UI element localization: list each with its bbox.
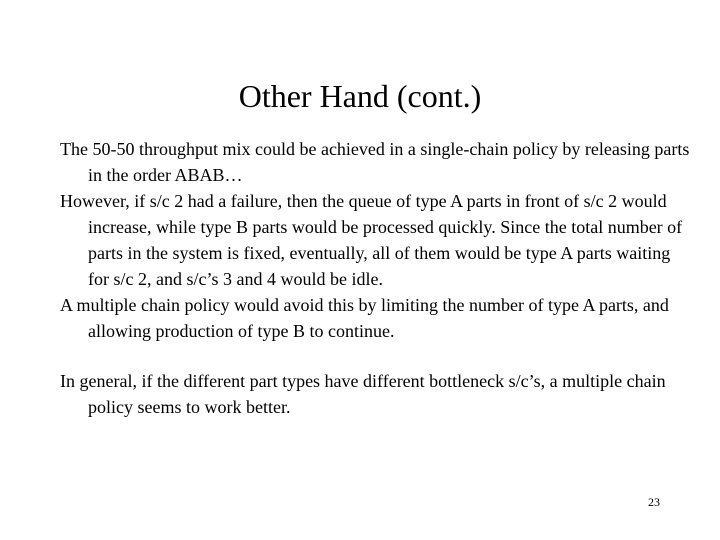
body-paragraph-failure: However, if s/c 2 had a failure, then the queue of type A parts in front of s/c 2 would increase, while type B parts would be processed quickly. Since the total number of parts in the system is fixed, eventually, all of them would be type A parts waiting for s/c 2, and s/c’s 3 and 4 would be idle. (60, 191, 683, 289)
body-paragraph-general: In general, if the different part types have different bottleneck s/c’s, a multiple chain policy seems to work better. (60, 371, 666, 417)
slide-title: Other Hand (cont.) (238, 78, 482, 114)
paragraph-gap (60, 344, 690, 368)
page-number: 23 (648, 495, 660, 509)
slide-body (60, 136, 690, 420)
body-paragraph-single-chain: The 50-50 throughput mix could be achieved in a single-chain policy by releasing parts in the order ABAB… (60, 139, 690, 185)
body-paragraph-multiple-chain: A multiple chain policy would avoid this by limiting the number of type A parts, and allowing production of type B to continue. (60, 295, 669, 341)
